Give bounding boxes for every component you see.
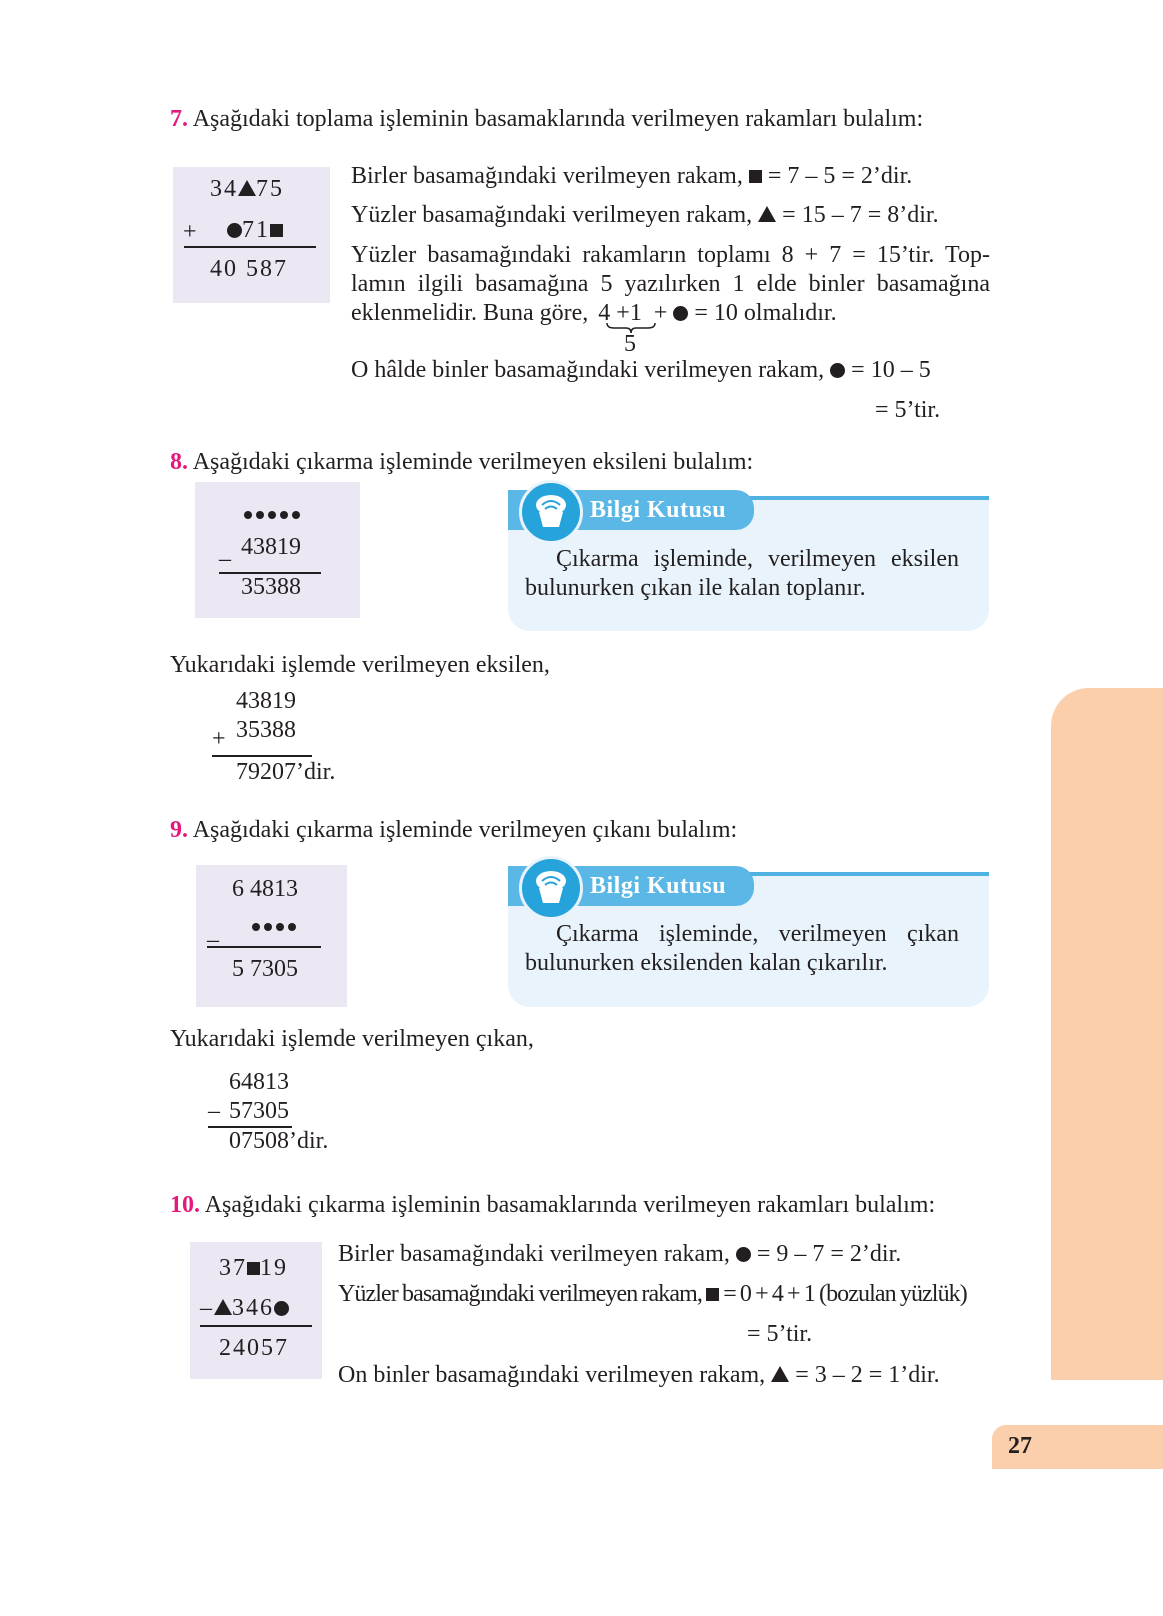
p7-brace-result: 5: [624, 331, 636, 357]
p7-l5-plus: +: [653, 300, 668, 326]
problem-9-answer-result: [229, 1126, 328, 1156]
circle-icon: [673, 306, 688, 321]
circle-icon: [830, 363, 845, 378]
p10-l1-result: = 9 – 7 = 2’dir.: [756, 1241, 902, 1267]
triangle-icon: [771, 1366, 789, 1382]
problem-7-line5: [351, 298, 837, 328]
square-icon: [749, 170, 762, 183]
p7-l1-result: = 7 – 5 = 2’dir.: [767, 163, 913, 189]
problem-7-line4: lamın ilgili basamağına 5 yazılırken 1 elde binler basamağına: [351, 271, 990, 297]
problem-10-number: 10.: [170, 1192, 200, 1218]
problem-9-answer-intro: Yukarıdaki işlemde verilmeyen çıkan,: [170, 1026, 534, 1052]
triangle-icon: [758, 206, 776, 222]
square-icon: [247, 1262, 260, 1275]
problem-8-answer-b: 35388: [236, 717, 296, 743]
problem-8-number: 8.: [170, 449, 188, 475]
problem-8-prompt: Aşağıdaki çıkarma işleminde verilmeyen eksileni bulalım:: [192, 449, 754, 475]
problem-9-answer-a: 64813: [229, 1069, 289, 1095]
problem-9-heading: [170, 815, 737, 845]
problem-8-answer-plus: +: [212, 726, 226, 752]
problem-10-line: [200, 1325, 312, 1327]
p7-l5-text: eklenmelidir. Buna göre,: [351, 300, 589, 326]
problem-8-heading: [170, 447, 753, 477]
square-icon: [270, 224, 283, 237]
p7-l6-result: = 10 – 5: [851, 357, 931, 383]
dot-icon: [244, 511, 252, 519]
problem-10-prompt: Aşağıdaki çıkarma işleminin basamaklarında verilmeyen rakamları bulalım:: [204, 1192, 936, 1218]
p7-l2-result: = 15 – 7 = 8’dir.: [782, 202, 939, 228]
p10-row2-mid: 346: [232, 1295, 274, 1321]
problem-10-heading: [170, 1190, 935, 1220]
problem-10-result: 24057: [219, 1335, 289, 1361]
problem-10-line3: = 5’tir.: [747, 1321, 813, 1347]
side-chapter-tab: [1051, 688, 1163, 1380]
p10-l2-text: Yüzler basamağındaki verilmeyen rakam,: [338, 1281, 702, 1307]
page-number: 27: [1008, 1433, 1032, 1459]
p7-row1-part-a: 34: [210, 176, 238, 202]
problem-9-hidden-digits: [250, 922, 298, 936]
p8-answer-suffix: ’dir.: [296, 759, 336, 785]
problem-9-result: 5 7305: [232, 956, 298, 982]
info-box-8-line2: bulunurken çıkan ile kalan toplanır.: [525, 575, 866, 601]
circle-icon: [274, 1301, 289, 1316]
p10-l2-result: = 0 + 4 + 1 (bozulan yüzlük): [723, 1281, 967, 1307]
p7-row1-part-b: 75: [256, 176, 284, 202]
p10-l1-text: Birler basamağındaki verilmeyen rakam,: [338, 1241, 730, 1267]
problem-7-row2: [227, 215, 283, 245]
p7-l1-text: Birler basamağındaki verilmeyen rakam,: [351, 163, 743, 189]
square-icon: [706, 1288, 719, 1301]
info-box-9-line2: bulunurken eksilenden kalan çıkarılır.: [525, 950, 888, 976]
problem-8-subtrahend: 43819: [241, 534, 301, 560]
triangle-icon: [214, 1299, 232, 1315]
info-box-9-title: Bilgi Kutusu: [590, 873, 727, 899]
problem-7-heading: [170, 104, 923, 134]
problem-7-line2: [351, 200, 939, 230]
info-box-9-line1: Çıkarma işleminde, verilmeyen çıkan: [556, 921, 959, 947]
dot-icon: [276, 923, 284, 931]
dot-icon: [252, 923, 260, 931]
p10-row1-part-a: 37: [219, 1255, 247, 1281]
problem-9-answer-b: 57305: [229, 1098, 289, 1124]
p8-answer-value: 79207: [236, 759, 296, 785]
p10-minus: –: [200, 1295, 214, 1321]
problem-10-line2: [338, 1279, 967, 1309]
problem-7-prompt: Aşağıdaki toplama işleminin basamaklarında verilmeyen rakamları bulalım:: [192, 106, 924, 132]
p10-l4-text: On binler basamağındaki verilmeyen rakam,: [338, 1362, 766, 1388]
p10-l4-result: = 3 – 2 = 1’dir.: [795, 1362, 940, 1388]
triangle-icon: [238, 180, 256, 196]
p9-answer-value: 07508: [229, 1128, 289, 1154]
problem-10-row2: [200, 1293, 289, 1323]
p10-row1-part-b: 19: [260, 1255, 288, 1281]
circle-icon: [227, 223, 242, 238]
p7-brace-expression: 4 +1: [598, 300, 642, 326]
problem-8-answer-result: [236, 757, 335, 787]
problem-7-line7: = 5’tir.: [875, 397, 941, 423]
problem-9-line: [207, 946, 321, 948]
dot-icon: [280, 511, 288, 519]
problem-10-line1: [338, 1239, 901, 1269]
p7-row2-mid: 71: [242, 217, 270, 243]
dot-icon: [292, 511, 300, 519]
dot-icon: [264, 923, 272, 931]
problem-9-answer-minus: –: [208, 1098, 220, 1124]
problem-8-minus: _: [219, 538, 231, 564]
dot-icon: [288, 923, 296, 931]
problem-7-plus: +: [183, 219, 197, 245]
problem-7-line6: [351, 355, 931, 385]
problem-10-row1: [219, 1253, 288, 1283]
problem-8-hidden-digits: [242, 510, 302, 524]
problem-9-minus: _: [207, 919, 219, 945]
p7-l6-text: O hâlde binler basamağındaki verilmeyen rakam,: [351, 357, 825, 383]
problem-9-prompt: Aşağıdaki çıkarma işleminde verilmeyen çıkanı bulalım:: [192, 817, 738, 843]
p9-answer-suffix: ’dir.: [289, 1128, 329, 1154]
p7-l5-result: = 10 olmalıdır.: [694, 300, 837, 326]
dot-icon: [268, 511, 276, 519]
problem-7-row1: [210, 174, 284, 204]
problem-9-number: 9.: [170, 817, 188, 843]
problem-7-line1: [351, 161, 912, 191]
problem-7-sum-line: [184, 246, 316, 248]
dot-icon: [256, 511, 264, 519]
circle-icon: [736, 1247, 751, 1262]
brain-icon: [519, 856, 583, 920]
problem-7-result: 40 587: [210, 256, 288, 282]
problem-8-answer-intro: Yukarıdaki işlemde verilmeyen eksilen,: [170, 652, 550, 678]
brain-icon: [519, 480, 583, 544]
problem-10-line4: [338, 1360, 940, 1390]
problem-8-result: 35388: [241, 574, 301, 600]
problem-7-line3: Yüzler basamağındaki rakamların toplamı 8 + 7 = 15’tir. Top-: [351, 242, 990, 268]
problem-8-answer-a: 43819: [236, 688, 296, 714]
problem-7-number: 7.: [170, 106, 188, 132]
problem-9-minuend: 6 4813: [232, 876, 298, 902]
p7-l2-text: Yüzler basamağındaki verilmeyen rakam,: [351, 202, 753, 228]
info-box-8-title: Bilgi Kutusu: [590, 497, 727, 523]
info-box-8-line1: Çıkarma işleminde, verilmeyen eksilen: [556, 546, 959, 572]
